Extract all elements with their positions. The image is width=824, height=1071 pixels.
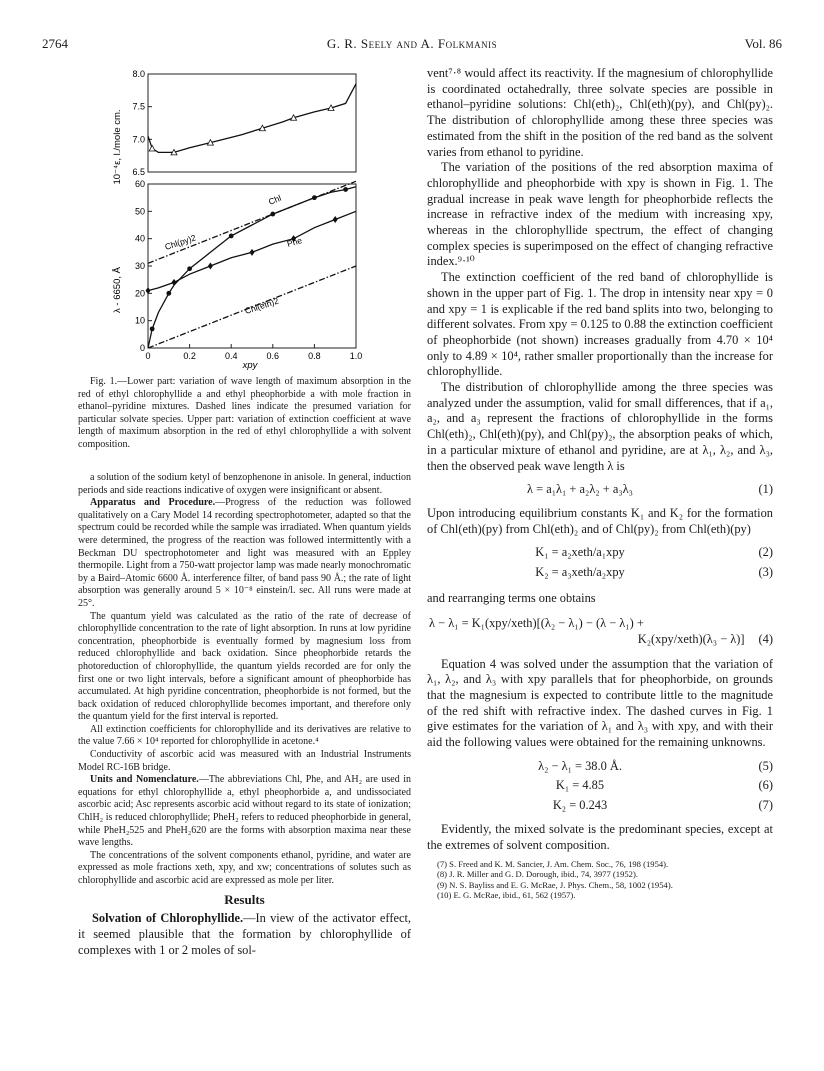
phe-point xyxy=(333,216,338,223)
x-axis-label: xpy xyxy=(242,360,258,371)
label-chl: Chl xyxy=(267,192,283,207)
x-tick-label: 0 xyxy=(145,351,151,361)
figure-caption: Fig. 1.—Lower part: variation of wave length of maximum absorption in the red of ethyl chlorophyllide a and ethyl pheophorbide a with mole fraction in ethanol–pyridine mixtures. Dashed lines indicate the presumed variation for particular solvate species. Upper part: variation of extinction coefficient at wave length of maximum absorption in the red of ethyl chlorophyllide a with solvent composition. xyxy=(78,376,411,450)
footnote: (8) J. R. Miller and G. D. Dorough, ibid., 74, 3977 (1952). xyxy=(437,869,638,880)
chl-point xyxy=(343,187,348,192)
figure-1 xyxy=(100,62,370,372)
phe-point xyxy=(250,249,255,256)
x-tick-label: 0.4 xyxy=(224,351,238,361)
paragraph: The extinction coefficient of the red band of chlorophyllide is shown in the upper part of Fig. 1. The drop in intensity near xpy = 0 and xpy = 1 is explicable if the red band splits into two, belonging to different solvates. From xpy = 0.125 to 0.88 the extinction coefficient of pheophorbide (not shown) increases gradually from 4.70 × 10⁴ only to 4.89 × 10⁴, rather smaller proportionally than the increase for chlorophyllide. xyxy=(427,270,773,379)
y-tick-label: 50 xyxy=(134,206,145,217)
upper-panel-frame xyxy=(148,74,356,172)
label-chl-eth2: Chl(eth)2 xyxy=(243,295,280,316)
y-tick-label: 10 xyxy=(134,315,145,326)
x-tick-label: 1.0 xyxy=(349,351,363,361)
x-tick-label: 0.6 xyxy=(266,351,280,361)
figure-1-chart xyxy=(100,62,370,372)
lower-panel-frame xyxy=(148,184,356,348)
y-tick-label: 20 xyxy=(134,288,145,299)
chl-point xyxy=(150,326,155,331)
paragraph: All extinction coefficients for chlorophyllide and its derivatives are relative to the value 7.66 × 10⁴ reported for chlorophyllide in acetone.⁴ xyxy=(78,723,411,748)
y-tick-label: 40 xyxy=(134,233,145,244)
label-chl-py2: Chl(py)2 xyxy=(163,232,198,252)
paragraph: Apparatus and Procedure.—Progress of the reduction was followed qualitatively on a Cary Model 14 recording spectrophotometer, adapted so that the spectrum could be recorded while the sample was irradiated. When quantum yields were determined, the progress of the reaction was followed intermittently with a Beckman DU spectrophotometer and light was measured with an Eppley thermopile. Light from a 750-watt projector lamp was made nearly monochromatic by a Baird–Atomic 6600 Å. interference filter, of band pass 90 Å.; the rate of light absorption was generally around 5 × 10⁻⁸ einstein/l. sec. All runs were made at 25°. xyxy=(78,497,411,609)
triangle-point xyxy=(149,145,155,151)
footnote: (9) N. S. Bayliss and E. G. McRae, J. Phys. Chem., 58, 1002 (1954). xyxy=(437,879,673,890)
paragraph: Solvation of Chlorophyllide.—In view of the activator effect, it seemed plausible that the formation by chlorophyllide of complexes with 1 or 2 moles of sol- xyxy=(78,911,411,957)
paragraph: The quantum yield was calculated as the ratio of the rate of decrease of chlorophyllide concentration to the rate of light absorption. In runs at low pyridine concentration, pheophorbide is eventually formed by magnesium loss from reduced chlorophyllide and back oxidation. Since pheophorbide retards the photoreduction of chlorophyllide, the quantum yields recorded are for only the first one or two light intervals, before a significant amount of pheophorbide has accumulated. At high pyridine concentration, pheophorbide is not formed, but the back oxidation of reduced chlorophyllide becomes important, and therefore only the quantum yield for the first interval is reported. xyxy=(78,610,411,723)
equation-2: K₁ = a₂xeth/a₁xpy (2) xyxy=(535,545,773,560)
x-tick-label: 0.8 xyxy=(308,351,321,361)
paragraph: Equation 4 was solved under the assumption that the variation of λ₁, λ₂, and λ₃ with xpy parallels that for pheophorbide, on grounds that the magnesium is expected to contribute little to the magnitude of the red shift with refractive index. The dashed curves in Fig. 1 give estimates for the variation of λ₁ and λ₃ with xpy, and with their aid the following values were obtained for the remaining unknowns. xyxy=(427,656,773,750)
paragraph: Conductivity of ascorbic acid was measured with an Industrial Instruments Model RC-16B bridge. xyxy=(78,749,411,773)
footnote: (7) S. Freed and K. M. Sancier, J. Am. Chem. Soc., 76, 198 (1954). xyxy=(437,859,669,870)
y-tick-label: 6.5 xyxy=(132,167,145,177)
paragraph: Units and Nomenclature.—The abbreviations Chl, Phe, and AH₂ are used in equations for ethyl chlorophyllide a, ethyl pheophorbide a, and undissociated ascorbic acid; Asc represents ascorbic acid without regard to its state of ionization; ChlH₂ is reduced chlorophyllide; PheH₂ refers to reduced pheophorbide in general, while PheH₂525 and PheH₂620 are the forms with absorption maxima near these wave lengths. xyxy=(78,774,411,849)
paragraph: The variation of the positions of the red absorption maxima of chlorophyllide and pheophorbide with xpy is shown in Fig. 1. The gradual increase in peak wave length for pheophorbide reflects the increase in refractive index of the medium with increasing xpy, whereas in the chlorophyllide spectrum, the effect of changing complex species is superimposed on the effect of changing refractive index.⁹·¹⁰ xyxy=(427,160,773,269)
upper-ylabel: 10⁻⁴ε, l./mole cm. xyxy=(112,109,123,185)
running-header xyxy=(0,36,824,56)
y-tick-label: 0 xyxy=(139,343,145,353)
phe-point xyxy=(208,263,213,270)
paragraph: The concentrations of the solvent components ethanol, pyridine, and water are expressed as mole fractions xeth, xpy, and xw; concentrations of solutes such as chlorophyllide and ascorbic acid are expressed as mole per liter. xyxy=(78,849,411,886)
footnote: (10) E. G. McRae, ibid., 61, 562 (1957). xyxy=(437,889,576,900)
chl-point xyxy=(229,234,234,239)
paragraph: Evidently, the mixed solvate is the predominant species, except at the extremes of solvent composition. xyxy=(427,821,773,852)
x-tick-label: 0.2 xyxy=(183,351,196,361)
equation-3: K₂ = a₃xeth/a₂xpy (3) xyxy=(535,565,773,580)
footnotes xyxy=(427,859,773,900)
paragraph: and rearranging terms one obtains xyxy=(427,590,596,605)
run-in-heading: Solvation of Chlorophyllide. xyxy=(92,911,244,926)
paragraph: vent⁷·⁸ would affect its reactivity. If the magnesium of chlorophyllide is coordinated octahedrally, three solvate species are possible in ethanol–pyridine solutions: Chl(eth)₂, Chl(eth)(py), and Chl(py)₂. The distribution of chlorophyllide among these three species was estimated from the shift in the position of the red band as the solvent varies from ethanol to pyridine. xyxy=(427,66,773,159)
run-in-heading: Units and Nomenclature. xyxy=(90,774,199,786)
series-line-chl xyxy=(148,187,356,348)
y-tick-label: 60 xyxy=(134,179,145,189)
y-tick-label: 30 xyxy=(134,261,145,271)
equation-6: K₁ = 4.85 (6) xyxy=(555,778,773,793)
extinction-curve xyxy=(148,84,356,153)
run-in-heading: Apparatus and Procedure. xyxy=(90,497,216,509)
section-heading-results: Results xyxy=(224,891,265,907)
lower-ylabel: λ - 6650, Å xyxy=(112,267,123,313)
volume-number: Vol. 86 xyxy=(744,36,782,51)
y-tick-label: 7.0 xyxy=(132,134,145,145)
running-authors: G. R. Seely and A. Folkmanis xyxy=(326,36,498,51)
equation-1: λ = a₁λ₁ + a₂λ₂ + a₃λ₃ (1) xyxy=(527,482,773,497)
y-tick-label: 8.0 xyxy=(132,69,145,79)
chl-point xyxy=(166,291,171,296)
label-phe: Phe xyxy=(285,235,304,249)
paragraph: The distribution of chlorophyllide among the three species was analyzed under the assumption, valid for small differences, that if a₁, a₂, and a₃ represent the fractions of chlorophyllide in the forms Chl(eth)₂, Chl(eth)(py), and Chl(py)₂, the absorption peaks of which, in a particular mixture of ethanol and pyridine, are at λ₁, λ₂, and λ₃, then the observed peak wave length λ is xyxy=(427,380,773,473)
equation-7: K₂ = 0.243 (7) xyxy=(552,798,773,813)
y-tick-label: 7.5 xyxy=(132,101,145,112)
equation-5: λ₂ − λ₁ = 38.0 Å. (5) xyxy=(538,758,773,773)
page-number: 2764 xyxy=(42,36,68,51)
paragraph: a solution of the sodium ketyl of benzophenone in anisole. In general, induction periods and side reactions indicative of oxygen were insignificant or absent. xyxy=(78,472,411,496)
equation-4: λ − λ₁ = K₁(xpy/xeth)[(λ₂ − λ₁) − (λ − λ₁) + K₂(xpy/xeth)(λ₃ − λ)] (4) xyxy=(429,615,773,646)
phe-point xyxy=(172,279,177,286)
paragraph: Upon introducing equilibrium constants K₁ and K₂ for the formation of Chl(eth)(py) from Chl(eth)₂ and of Chl(py)₂ from Chl(eth)(py) xyxy=(427,505,773,536)
chl-point xyxy=(187,266,192,271)
